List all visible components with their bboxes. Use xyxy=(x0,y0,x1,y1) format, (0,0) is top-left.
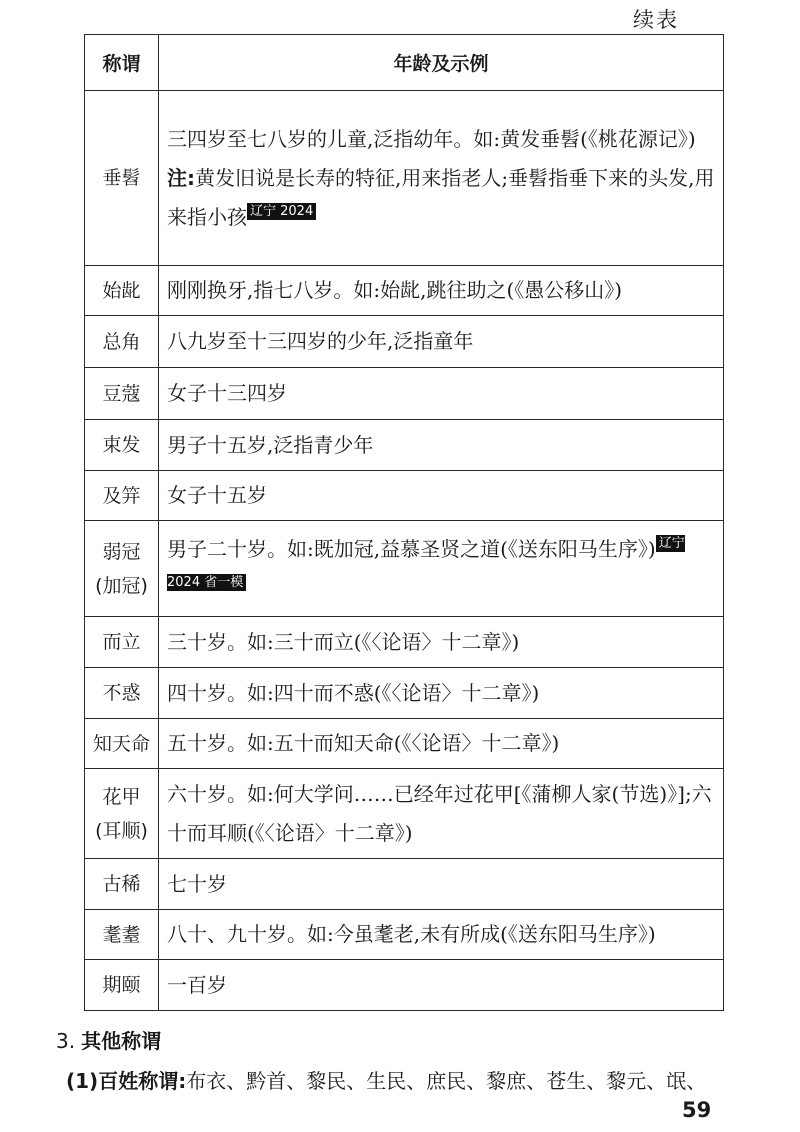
table-row xyxy=(85,910,724,960)
term-cell: 期颐 xyxy=(85,960,159,1011)
term-alt: (耳顺) xyxy=(95,819,148,842)
term-cell: 古稀 xyxy=(85,859,159,910)
section-title: 其他称谓 xyxy=(81,1029,162,1053)
header-term: 称谓 xyxy=(85,35,159,91)
note-text xyxy=(167,159,715,237)
exam-tag: 辽宁 2024 xyxy=(247,203,316,220)
exam-tag: 辽宁 2024 省一模 xyxy=(167,535,685,590)
table-row xyxy=(85,471,724,521)
note-body: 黄发旧说是长寿的特征,用来指老人;垂髫指垂下来的头发,用来指小孩 xyxy=(167,165,715,229)
desc-cell xyxy=(159,91,724,266)
table-row xyxy=(85,719,724,769)
table-row xyxy=(85,316,724,368)
term-cell: 及笄 xyxy=(85,471,159,521)
desc-text: 男子二十岁。如:既加冠,益慕圣贤之道(《送东阳马生序》) xyxy=(167,536,656,561)
desc-cell xyxy=(159,521,724,617)
desc-cell: 八九岁至十三四岁的少年,泛指童年 xyxy=(159,316,724,368)
age-terms-table xyxy=(84,34,724,1011)
table-row xyxy=(85,668,724,719)
desc-cell: 男子十五岁,泛指青少年 xyxy=(159,420,724,471)
table-row xyxy=(85,859,724,910)
term-cell: 不惑 xyxy=(85,668,159,719)
term-cell: 总角 xyxy=(85,316,159,368)
item-text: 布衣、黔首、黎民、生民、庶民、黎庶、苍生、黎元、氓、 xyxy=(186,1069,707,1093)
term-cell xyxy=(85,769,159,859)
desc-cell: 一百岁 xyxy=(159,960,724,1011)
term-cell: 始龀 xyxy=(85,266,159,316)
table-row xyxy=(85,368,724,420)
table-row xyxy=(85,617,724,668)
term-cell: 知天命 xyxy=(85,719,159,769)
table-row xyxy=(85,960,724,1011)
table-row xyxy=(85,420,724,471)
table-header-row xyxy=(85,35,724,91)
term-alt: (加冠) xyxy=(95,574,148,597)
term-cell: 而立 xyxy=(85,617,159,668)
note-label: 注: xyxy=(167,165,195,190)
desc-cell: 女子十五岁 xyxy=(159,471,724,521)
desc-cell: 七十岁 xyxy=(159,859,724,910)
desc-cell: 八十、九十岁。如:今虽耄老,未有所成(《送东阳马生序》) xyxy=(159,910,724,960)
table-row xyxy=(85,769,724,859)
desc-cell: 四十岁。如:四十而不惑(《〈论语〉十二章》) xyxy=(159,668,724,719)
term-main: 弱冠 xyxy=(102,540,141,563)
table-row xyxy=(85,521,724,617)
continued-label: 续表 xyxy=(633,8,679,32)
desc-cell: 女子十三四岁 xyxy=(159,368,724,420)
term-cell: 束发 xyxy=(85,420,159,471)
desc-cell: 六十岁。如:何大学问……已经年过花甲[《蒲柳人家(节选)》];六十而耳顺(《〈论语〉十二章》) xyxy=(159,769,724,859)
term-cell: 垂髫 xyxy=(85,91,159,266)
desc-cell: 五十岁。如:五十而知天命(《〈论语〉十二章》) xyxy=(159,719,724,769)
section-heading xyxy=(56,1025,161,1054)
term-main: 花甲 xyxy=(102,785,141,808)
header-description: 年龄及示例 xyxy=(159,35,724,91)
term-cell: 豆蔻 xyxy=(85,368,159,420)
term-cell xyxy=(85,521,159,617)
term-cell: 耄耋 xyxy=(85,910,159,960)
section-number: 3. xyxy=(56,1029,76,1053)
desc-cell: 刚刚换牙,指七八岁。如:始龀,跳往助之(《愚公移山》) xyxy=(159,266,724,316)
table-row xyxy=(85,266,724,316)
desc-text: 三四岁至七八岁的儿童,泛指幼年。如:黄发垂髫(《桃花源记》) xyxy=(167,126,696,151)
table-row xyxy=(85,91,724,266)
desc-cell: 三十岁。如:三十而立(《〈论语〉十二章》) xyxy=(159,617,724,668)
page-number: 59 xyxy=(682,1098,712,1122)
item-label: (1)百姓称谓: xyxy=(66,1069,187,1093)
section-item xyxy=(66,1065,800,1094)
